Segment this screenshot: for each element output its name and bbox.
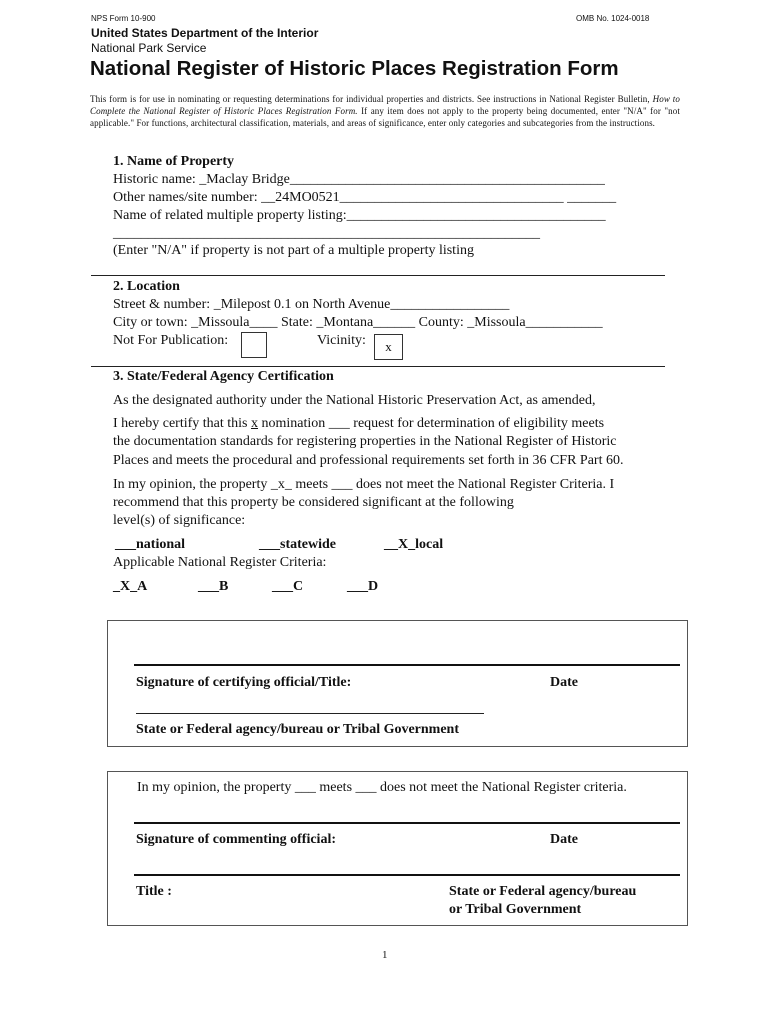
commenting-date-label: Date bbox=[550, 832, 578, 847]
level-local[interactable]: __X_local bbox=[384, 537, 444, 552]
opinion-line-1: In my opinion, the property _x_ meets ___ does not meet the National Register Criteria. I bbox=[113, 477, 615, 492]
commenting-agency-label-2: or Tribal Government bbox=[449, 902, 582, 917]
certify-line-3: Places and meets the procedural and professional requirements set forth in 36 CFR Part 60. bbox=[113, 453, 624, 468]
historic-name-field[interactable]: Historic name: _Maclay Bridge_____________________________________________ bbox=[113, 172, 605, 187]
signature-line[interactable] bbox=[134, 822, 680, 824]
omb-number: OMB No. 1024-0018 bbox=[576, 14, 650, 23]
page-number: 1 bbox=[382, 949, 388, 961]
commenting-title-label: Title : bbox=[136, 884, 172, 899]
commenting-opinion: In my opinion, the property ___ meets ___ does not meet the National Register criteria. bbox=[137, 780, 627, 795]
form-number: NPS Form 10-900 bbox=[91, 14, 156, 23]
not-for-publication-checkbox[interactable] bbox=[241, 332, 267, 358]
service-name: National Park Service bbox=[91, 41, 207, 55]
divider bbox=[91, 275, 665, 276]
related-listing-blank[interactable]: _____________________________________________________________ bbox=[113, 226, 540, 241]
department-name: United States Department of the Interior bbox=[91, 26, 319, 40]
meets-mark[interactable]: x bbox=[277, 477, 285, 492]
commenting-agency-label-1: State or Federal agency/bureau bbox=[449, 884, 637, 899]
certifying-agency-label: State or Federal agency/bureau or Tribal Government bbox=[136, 722, 460, 737]
certification-intro: As the designated authority under the National Historic Preservation Act, as amended, bbox=[113, 393, 596, 408]
criterion-b[interactable]: ___B bbox=[198, 579, 229, 594]
opinion-line-3: level(s) of significance: bbox=[113, 513, 246, 528]
agency-line[interactable] bbox=[136, 713, 484, 714]
intro-paragraph: This form is for use in nominating or requesting determinations for individual properties and districts. See instructions in National Register Bulletin, How to Complete the National Register of Historic Places Registration Form. If any item does not apply to the property being documented, enter "N/A" for "not applicable." For functions, architectural classification, materials, and areas of significance, enter only categories and subcategories from the instructions. bbox=[90, 94, 680, 128]
opinion-line-2: recommend that this property be considered significant at the following bbox=[113, 495, 514, 510]
title-line[interactable] bbox=[134, 874, 680, 876]
section2-heading: 2. Location bbox=[113, 279, 180, 294]
certify-line-2: the documentation standards for registering properties in the National Register of Historic bbox=[113, 434, 617, 449]
multiple-listing-note: (Enter "N/A" if property is not part of a multiple property listing bbox=[113, 243, 474, 258]
street-field[interactable]: Street & number: _Milepost 0.1 on North Avenue_________________ bbox=[113, 297, 510, 312]
certifying-signature-label: Signature of certifying official/Title: bbox=[136, 675, 352, 690]
commenting-signature-label: Signature of commenting official: bbox=[136, 832, 336, 847]
criterion-c[interactable]: ___C bbox=[272, 579, 304, 594]
other-names-field[interactable]: Other names/site number: __24MO0521________________________________ _______ bbox=[113, 190, 617, 205]
section1-heading: 1. Name of Property bbox=[113, 154, 235, 169]
certify-line-1: I hereby certify that this x nomination ___ request for determination of eligibility meets bbox=[113, 416, 605, 431]
city-state-county-field[interactable]: City or town: _Missoula____ State: _Montana______ County: _Missoula___________ bbox=[113, 315, 603, 330]
divider bbox=[91, 366, 665, 367]
criteria-label: Applicable National Register Criteria: bbox=[113, 555, 327, 570]
criterion-a[interactable]: _X_A bbox=[113, 579, 148, 594]
page-title: National Register of Historic Places Registration Form bbox=[90, 57, 619, 80]
not-for-publication-label: Not For Publication: bbox=[113, 333, 229, 348]
criterion-d[interactable]: ___D bbox=[347, 579, 379, 594]
signature-line[interactable] bbox=[134, 664, 680, 666]
vicinity-checkbox[interactable]: x bbox=[374, 334, 403, 360]
vicinity-label: Vicinity: bbox=[317, 333, 366, 348]
level-statewide[interactable]: ___statewide bbox=[259, 537, 336, 552]
related-listing-field[interactable]: Name of related multiple property listing:_____________________________________ bbox=[113, 208, 606, 223]
nomination-mark[interactable]: x bbox=[251, 416, 259, 431]
section3-heading: 3. State/Federal Agency Certification bbox=[113, 369, 334, 384]
level-national[interactable]: ___national bbox=[115, 537, 186, 552]
certifying-date-label: Date bbox=[550, 675, 578, 690]
